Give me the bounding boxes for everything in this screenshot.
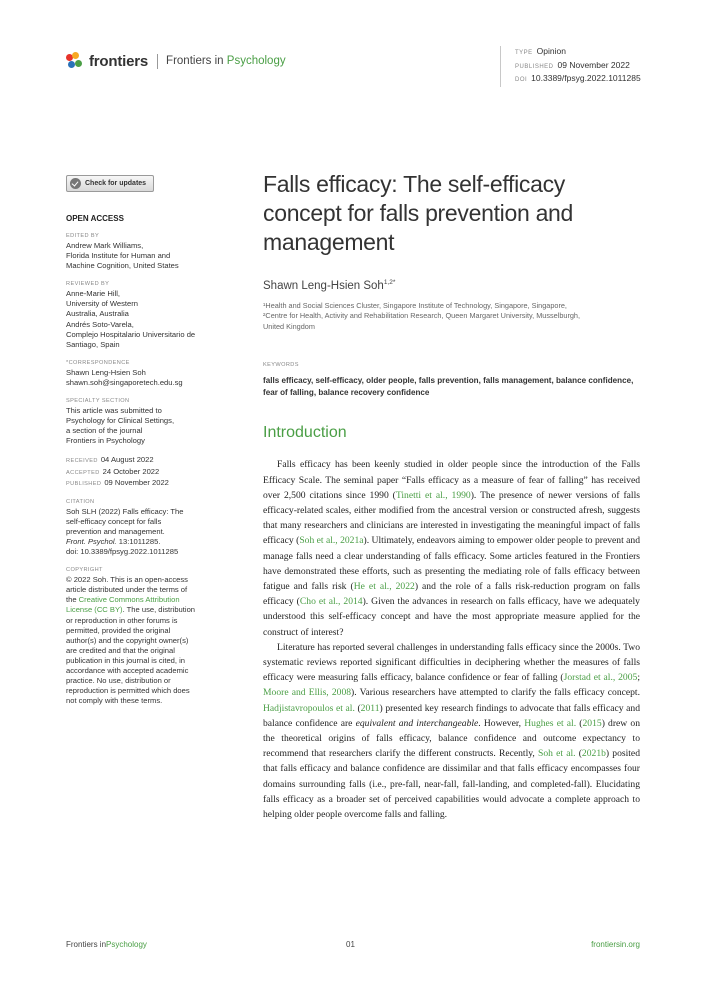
main-content	[263, 170, 640, 822]
received-date: RECEIVED 04 August 2022	[66, 455, 154, 465]
footer-journal[interactable]: Frontiers inPsychology	[66, 940, 147, 949]
citation-link[interactable]: Hughes et al.	[524, 717, 577, 729]
frontiers-logo[interactable]	[66, 52, 286, 70]
article-body	[263, 457, 640, 822]
citation-link[interactable]: 2021b	[581, 748, 606, 760]
specialty-label: SPECIALTY SECTION	[66, 398, 130, 405]
brand-name: frontiers	[89, 52, 149, 70]
sidebar	[66, 175, 222, 706]
affiliations: ¹Health and Social Sciences Cluster, Singapore Institute of Technology, Singapore, Singapore, ²Centre for Health, Activity and Rehabilitation Research, Queen Margaret University, Musselburgh, United Kingdom	[263, 300, 581, 331]
copyright-label: COPYRIGHT	[66, 567, 103, 574]
dates-section	[66, 455, 222, 488]
citation-link[interactable]: Jorstad et al., 2005	[563, 672, 638, 684]
paragraph-1: Falls efficacy has been keenly studied in older people since the introduction of the Falls Efficacy Scale. The seminal paper “Falls efficacy as a measure of fear of falling” has received over 2,500 citations since 1990 (Tinetti et al., 1990). The presence of newer versions of falls efficacy-related scales, either modified from the ancestral version or constructed afresh, suggests that many researchers and clinicians are interested in investigating the meaningful impact of falls efficacy (Soh et al., 2021a). Ultimately, endeavors aiming to empower older people to prevent and manage falls need a clear understanding of falls efficacy. Some articles featured in the Frontiers have demonstrated these efforts, such as presenting the mediating role of falls efficacy between fatigue and falls risk (He et al., 2022) and the role of a falls risk-reduction program on falls efficacy (Cho et al., 2014). Given the advances in research on falls efficacy, have we adequately understood this self-efficacy concept and have the most appropriate measure applied for the construct of interest?	[263, 459, 640, 638]
article-title: Falls efficacy: The self-efficacy concept for falls prevention and management	[263, 171, 574, 255]
published-date: PUBLISHED 09 November 2022	[66, 477, 169, 487]
citation-link[interactable]: He et al., 2022	[353, 580, 415, 592]
check-for-updates-button[interactable]	[66, 175, 154, 192]
edited-by-label: EDITED BY	[66, 233, 100, 239]
accepted-date: ACCEPTED 24 October 2022	[66, 466, 160, 476]
cc-license-link[interactable]: Creative Commons Attribution	[78, 595, 180, 605]
copyright-section	[66, 566, 222, 706]
correspondence-email[interactable]: shawn.soh@singaporetech.edu.sg	[66, 377, 183, 387]
specialty-text: This article was submitted to Psychology for Clinical Settings, a section of the journal Frontiers in Psychology	[66, 406, 175, 446]
reviewed-by-label: REVIEWED BY	[66, 281, 110, 288]
specialty-section	[66, 397, 222, 446]
keywords-label: KEYWORDS	[263, 362, 299, 369]
journal-name: Frontiers in Psychology	[166, 55, 286, 67]
citation-text: Soh SLH (2022) Falls efficacy: The self-efficacy concept for falls prevention and management. Front. Psychol. 13:1011285. doi: 10.3389/fpsyg.2022.1011285	[66, 506, 184, 557]
check-icon	[70, 178, 81, 189]
meta-type: TYPE Opinion	[515, 46, 566, 56]
keywords: falls efficacy, self-efficacy, older people, falls prevention, falls management, balance confidence, fear of falling, balance recovery confidence	[263, 376, 634, 397]
copyright-text: © 2022 Soh. This is an open-access article distributed under the terms of the Creative Commons Attribution License (CC BY). The use, distribution or reproduction in other forums is permitted, provided the original author(s) and the copyright owner(s) are credited and that the original publication in this journal is cited, in accordance with accepted academic practice. No use, distribution or reproduction is permitted which does not comply with these terms.	[66, 575, 196, 706]
author-name[interactable]: Shawn Leng-Hsien Soh$^{1,2*}$	[263, 279, 396, 292]
open-access-label: OPEN ACCESS	[66, 214, 124, 223]
frontiers-logo-icon	[66, 52, 84, 70]
article-meta	[500, 46, 641, 87]
logo-dot-green	[75, 60, 82, 67]
citation-link[interactable]: Tinetti et al., 1990	[395, 489, 471, 501]
check-for-updates-label: Check for updates	[85, 180, 147, 187]
citation-link[interactable]: 2015	[582, 717, 602, 729]
logo-dot-orange	[72, 52, 79, 59]
reviewed-by-text: Anne-Marie Hill, University of Western Australia, Australia Andrés Soto-Varela, Complejo Hospitalario Universitario de Santiago, Spain	[66, 289, 196, 349]
correspondence-section	[66, 359, 222, 388]
paragraph-2: Literature has reported several challenges in understanding falls efficacy since the 2000s. Two systematic reviews reported significant difficulties in deciphering whether the measures of falls efficacy were measuring falls efficacy, balance confidence or fear of falling (Jorstad et al., 2005; Moore and Ellis, 2008). Various researchers have attempted to clarify the falls efficacy concept. Hadjistavropoulos et al. (2011) presented key research findings to advocate that falls efficacy and balance confidence are equivalent and interchangeable. However, Hughes et al. (2015) drew on the theoretical origins of falls efficacy, balance confidence and outcome expectancy to recommend that researchers clarify the different constructs. Recently, Soh et al. (2021b) posited that falls efficacy and balance confidence are dissimilar and that falls efficacy encompasses four domains surrounding falls (i.e., pre-fall, near-fall, fall-landing, and completed-fall). Elucidating falls efficacy as a broader set of perceived capabilities would advocate a complete approach to helping older people overcome falls and falling.	[263, 641, 641, 820]
cc-license-link-2[interactable]: License (CC BY)	[66, 605, 123, 615]
introduction-heading: Introduction	[263, 424, 347, 442]
citation-link[interactable]: 2011	[360, 702, 380, 714]
reviewed-by-section	[66, 280, 222, 350]
logo-divider	[157, 54, 158, 69]
edited-by-section	[66, 232, 222, 271]
correspondence-text: Shawn Leng-Hsien Soh shawn.soh@singaporetech.edu.sg	[66, 368, 222, 388]
citation-link[interactable]: Soh et al.	[538, 748, 576, 760]
page-number: 01	[346, 940, 355, 949]
citation-section	[66, 498, 222, 557]
citation-link[interactable]: Moore and Ellis, 2008	[263, 687, 352, 699]
citation-link[interactable]: Soh et al., 2021a	[299, 535, 364, 547]
correspondence-label: *CORRESPONDENCE	[66, 359, 130, 366]
meta-doi[interactable]: DOI 10.3389/fpsyg.2022.1011285	[515, 73, 641, 83]
footer-site-link[interactable]: frontiersin.org	[591, 940, 640, 949]
meta-published: PUBLISHED 09 November 2022	[515, 59, 630, 70]
citation-link[interactable]: Cho et al., 2014	[299, 596, 363, 608]
citation-label: CITATION	[66, 498, 95, 505]
edited-by-text: Andrew Mark Williams, Florida Institute for Human and Machine Cognition, United States	[66, 241, 179, 271]
citation-link[interactable]: Hadjistavropoulos et al.	[263, 702, 355, 714]
logo-dot-blue	[68, 61, 75, 68]
